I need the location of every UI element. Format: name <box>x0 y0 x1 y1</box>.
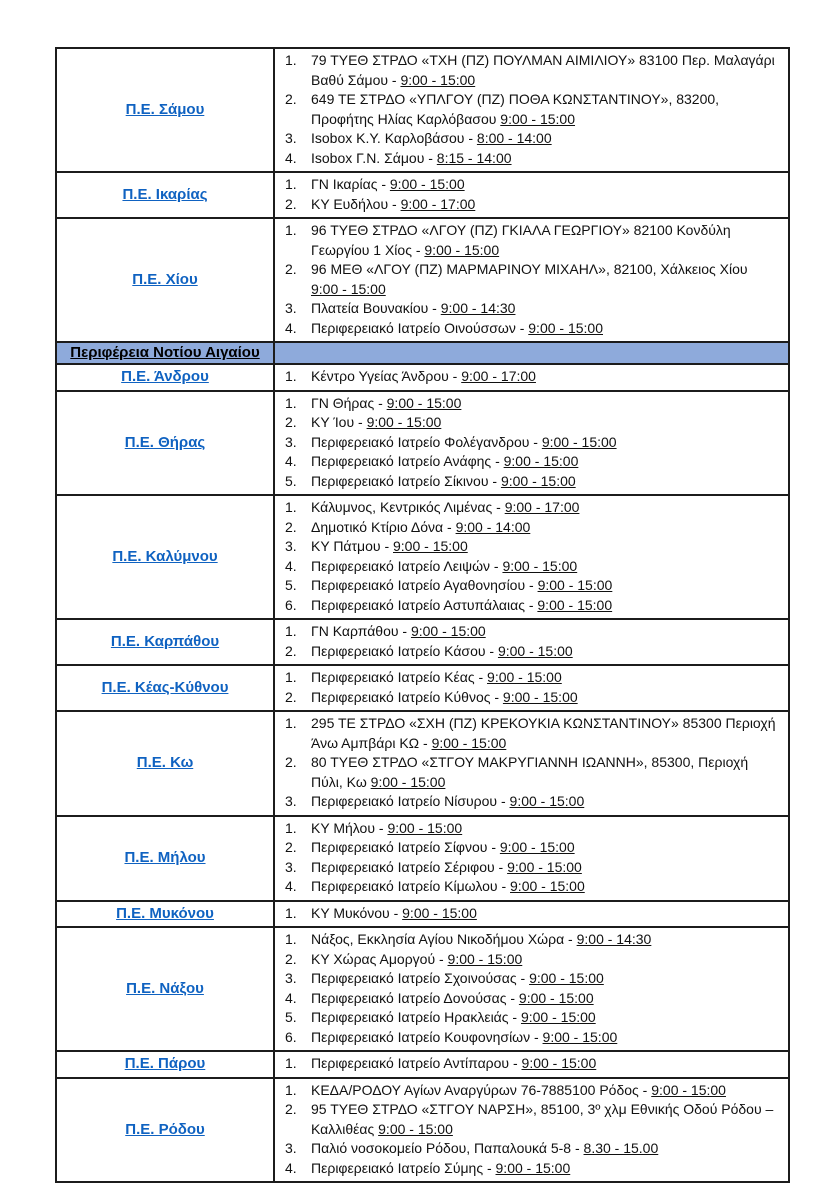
schedule-item <box>285 930 780 950</box>
item-text <box>311 969 780 989</box>
region-cell <box>56 1078 274 1183</box>
region-link[interactable]: Π.Ε. Νάξου <box>126 980 204 997</box>
hours-range: 9:00 - 14:30 <box>440 300 516 316</box>
item-number: 3. <box>285 130 297 146</box>
item-number: 3. <box>285 793 297 809</box>
hours-range: 9:00 - 15:00 <box>447 950 523 967</box>
item-number: 4. <box>285 989 297 1006</box>
item-number: 2. <box>285 839 297 855</box>
schedule-item <box>285 753 780 792</box>
schedule-item <box>285 537 780 557</box>
item-number: 1. <box>285 499 297 515</box>
location-name: Περιφερειακό Ιατρείο Αντίπαρου - <box>311 1055 522 1071</box>
schedule-item <box>285 518 780 538</box>
locations-cell <box>274 218 789 342</box>
location-name: Περιφερειακό Ιατρείο Νίσυρου - <box>311 793 510 809</box>
locations-cell <box>274 391 789 496</box>
item-text <box>311 792 780 812</box>
location-name: Παλιό νοσοκομείο Ρόδου, Παπαλουκά 5-8 - <box>311 1140 584 1156</box>
item-number: 6. <box>285 1028 297 1045</box>
schedule-item <box>285 819 780 839</box>
location-name: ΚΥ Ευδήλου - <box>311 195 401 212</box>
region-cell <box>56 495 274 619</box>
item-text <box>311 904 780 924</box>
hours-range: 9:00 - 15:00 <box>521 1055 597 1071</box>
hours-range: 9:00 - 15:00 <box>487 669 562 685</box>
schedule-item <box>285 714 780 753</box>
locations-cell <box>274 711 789 816</box>
schedule-item <box>285 668 780 688</box>
item-number: 4. <box>285 453 297 469</box>
locations-cell <box>274 48 789 172</box>
schedule-item <box>285 149 780 169</box>
region-link[interactable]: Π.Ε. Ρόδου <box>125 1120 205 1138</box>
item-text <box>311 537 780 557</box>
location-name: Περιφερειακό Ιατρείο Φολέγανδρου - <box>311 433 542 450</box>
hours-range: 9:00 - 15:00 <box>502 688 578 705</box>
item-text <box>311 1028 780 1048</box>
item-text <box>311 819 780 839</box>
region-cell <box>56 391 274 496</box>
region-row <box>56 901 789 928</box>
item-text <box>311 989 780 1009</box>
schedule-item <box>285 642 780 662</box>
hours-range: 9:00 - 14:00 <box>455 518 531 535</box>
schedule-item <box>285 792 780 812</box>
item-number: 2. <box>285 688 297 705</box>
location-name: ΚΥ Μυκόνου - <box>311 904 403 921</box>
item-number: 2. <box>285 754 297 770</box>
item-number: 1. <box>285 931 297 947</box>
location-name: Περιφερειακό Ιατρείο Σίκινου - <box>311 472 501 489</box>
item-text <box>311 149 780 169</box>
hours-range: 9:00 - 15:00 <box>500 472 576 489</box>
item-text <box>311 367 780 387</box>
hours-range: 9:00 - 15:00 <box>542 1028 618 1045</box>
location-name: Πλατεία Βουνακίου - <box>311 300 441 316</box>
item-number: 1. <box>285 222 297 238</box>
schedule-item <box>285 367 780 387</box>
item-number: 2. <box>285 91 297 107</box>
location-name: Περιφερειακό Ιατρείο Κάσου - <box>311 642 498 659</box>
schedule-item <box>285 688 780 708</box>
region-link[interactable]: Π.Ε. Μυκόνου <box>116 904 214 922</box>
item-text <box>311 668 780 688</box>
item-number: 6. <box>285 596 297 613</box>
hours-range: 9:00 - 15:00 <box>503 453 579 469</box>
item-number: 2. <box>285 518 297 535</box>
item-number: 1. <box>285 819 297 836</box>
item-number: 1. <box>285 52 297 68</box>
item-number: 4. <box>285 557 297 574</box>
hours-range: 9:00 - 15:00 <box>507 858 582 875</box>
item-number: 5. <box>285 472 297 489</box>
schedule-item <box>285 260 780 299</box>
item-text <box>311 498 780 518</box>
item-text <box>311 557 780 577</box>
hours-range: 9:00 - 15:00 <box>537 596 613 613</box>
location-name: Περιφερειακό Ιατρείο Οινούσσων - <box>311 319 529 336</box>
item-number: 2. <box>285 414 297 430</box>
region-row <box>56 665 789 711</box>
item-text <box>311 413 780 433</box>
region-row <box>56 1051 789 1078</box>
region-cell <box>56 816 274 901</box>
item-number: 2. <box>285 195 297 212</box>
location-name: Περιφερειακό Ιατρείο Σύμης - <box>311 1159 496 1176</box>
schedule-item <box>285 596 780 616</box>
item-number: 4. <box>285 1159 297 1176</box>
hours-range: 9:00 - 17:00 <box>400 195 476 212</box>
schedule-item <box>285 221 780 260</box>
region-cell <box>56 619 274 665</box>
region-cell <box>56 364 274 391</box>
locations-cell <box>274 665 789 711</box>
hours-range: 9:00 - 15:00 <box>528 319 603 336</box>
schedule-item <box>285 877 780 897</box>
schedule-item <box>285 1100 780 1139</box>
schedule-item <box>285 433 780 453</box>
locations-cell <box>274 816 789 901</box>
item-number: 4. <box>285 319 297 336</box>
schedule-item <box>285 299 780 319</box>
location-name: ΚΕΔΑ/ΡΟΔΟΥ Αγίων Αναργύρων 76-7885100 Ρόδος - <box>311 1081 652 1098</box>
schedule-item <box>285 1081 780 1101</box>
hours-range: 9:00 - 14:30 <box>576 931 652 947</box>
hours-range: 9:00 - 15:00 <box>520 1009 596 1025</box>
schedule-item <box>285 195 780 215</box>
schedule-item <box>285 858 780 878</box>
hours-range: 9:00 - 15:00 <box>410 623 486 639</box>
location-name: 80 ΤΥΕΘ ΣΤΡΔΟ «ΣΤΓΟΥ ΜΑΚΡΥΓΙΑΝΝΗ ΙΩΑΝΝΗ», 85300, Περιοχή Πύλι, Κω <box>311 754 749 790</box>
region-link[interactable]: Π.Ε. Καρπάθου <box>110 633 220 650</box>
schedule-item <box>285 319 780 339</box>
hours-range: 9:00 - 15:00 <box>537 577 613 593</box>
item-number: 2. <box>285 950 297 967</box>
location-name: ΓΝ Καρπάθου - <box>311 623 411 639</box>
schedule-item <box>285 622 780 642</box>
location-name: Περιφερειακό Ιατρείο Κέας - <box>311 669 488 685</box>
item-text <box>311 1008 780 1028</box>
item-number: 4. <box>285 878 297 894</box>
location-name: 79 ΤΥΕΘ ΣΤΡΔΟ «ΤΧΗ (ΠΖ) ΠΟΥΛΜΑΝ ΑΙΜΙΛΙΟΥ» 83100 Περ. Μαλαγάρι Βαθύ Σάμου - <box>311 52 775 88</box>
location-name: ΚΥ Πάτμου - <box>311 538 393 554</box>
location-name: 295 ΤΕ ΣΤΡΔΟ «ΣΧΗ (ΠΖ) ΚΡΕΚΟΥΚΙΑ ΚΩΝΣΤΑΝΤΙΝΟΥ» 85300 Περιοχή Άνω Αμπβάρι ΚΩ - <box>311 715 776 751</box>
location-name: ΚΥ Μήλου - <box>311 819 388 836</box>
schedule-item <box>285 950 780 970</box>
item-text <box>311 433 780 453</box>
location-name: Isobox Κ.Υ. Καρλοβάσου - <box>311 130 477 146</box>
region-cell <box>56 172 274 218</box>
item-text <box>311 576 780 596</box>
item-number: 2. <box>285 1101 297 1117</box>
section-header-row <box>56 342 789 364</box>
location-name: 95 ΤΥΕΘ ΣΤΡΔΟ «ΣΤΓΟΥ ΝΑΡΣΗ», 85100, 3º χλμ Εθνικής Οδού Ρόδου – Καλλιθέας <box>311 1101 774 1137</box>
item-number: 1. <box>285 1055 297 1071</box>
item-text <box>311 518 780 538</box>
item-number: 3. <box>285 970 297 986</box>
item-text <box>311 930 780 950</box>
hours-range: 9:00 - 15:00 <box>651 1081 726 1098</box>
region-row <box>56 172 789 218</box>
hours-range: 8:15 - 14:00 <box>436 149 512 166</box>
item-number: 3. <box>285 1140 297 1156</box>
region-cell <box>56 665 274 711</box>
section-header-label: Περιφέρεια Νοτίου Αιγαίου <box>70 344 260 361</box>
locations-cell <box>274 364 789 391</box>
item-text <box>311 1139 780 1159</box>
item-number: 1. <box>285 368 297 384</box>
hours-range: 9:00 - 15:00 <box>389 176 465 192</box>
item-text <box>311 472 780 492</box>
section-header-cell <box>56 342 274 364</box>
item-number: 3. <box>285 858 297 875</box>
item-text <box>311 688 780 708</box>
schedule-item <box>285 51 780 90</box>
location-name: Isobox Γ.Ν. Σάμου - <box>311 149 437 166</box>
item-text <box>311 90 780 129</box>
item-number: 5. <box>285 577 297 593</box>
hours-range: 9:00 - 15:00 <box>502 557 578 574</box>
schedule-item <box>285 452 780 472</box>
item-number: 1. <box>285 623 297 639</box>
item-number: 2. <box>285 642 297 659</box>
item-number: 2. <box>285 261 297 277</box>
item-text <box>311 319 780 339</box>
hours-range: 9:00 - 15:00 <box>386 394 462 411</box>
hours-range: 9:00 - 15:00 <box>387 819 463 836</box>
region-row <box>56 816 789 901</box>
schedule-item <box>285 1054 780 1074</box>
region-link[interactable]: Π.Ε. Καλύμνου <box>112 548 218 565</box>
hours-range: 9:00 - 15:00 <box>541 433 617 450</box>
item-text <box>311 622 780 642</box>
locations-cell <box>274 172 789 218</box>
region-link[interactable]: Π.Ε. Άνδρου <box>121 368 209 386</box>
location-name: Δημοτικό Κτίριο Δόνα - <box>311 518 456 535</box>
region-row <box>56 927 789 1051</box>
schedule-item <box>285 413 780 433</box>
item-number: 3. <box>285 433 297 450</box>
region-row <box>56 48 789 172</box>
item-text <box>311 221 780 260</box>
location-name: Περιφερειακό Ιατρείο Κουφονησίων - <box>311 1028 543 1045</box>
region-cell <box>56 927 274 1051</box>
item-number: 3. <box>285 300 297 316</box>
region-row <box>56 711 789 816</box>
hours-range: 9:00 - 15:00 <box>424 241 500 258</box>
location-name: Περιφερειακό Ιατρείο Σίφνου - <box>311 839 500 855</box>
locations-cell <box>274 495 789 619</box>
region-link[interactable]: Π.Ε. Θήρας <box>124 433 206 451</box>
item-text <box>311 950 780 970</box>
item-number: 1. <box>285 669 297 685</box>
section-header-cell-right <box>274 342 789 364</box>
region-row <box>56 391 789 496</box>
schedule-item <box>285 838 780 858</box>
item-text <box>311 838 780 858</box>
locations-cell <box>274 1051 789 1078</box>
item-text <box>311 129 780 149</box>
schedule-item <box>285 969 780 989</box>
hours-range: 9:00 - 15:00 <box>400 71 476 88</box>
schedule-item <box>285 498 780 518</box>
schedule-item <box>285 1028 780 1048</box>
item-text <box>311 858 780 878</box>
regions-schedule-table <box>55 47 790 1183</box>
location-name: Κέντρο Υγείας Άνδρου - <box>311 368 462 384</box>
region-link[interactable]: Π.Ε. Μήλου <box>124 849 206 866</box>
schedule-item <box>285 904 780 924</box>
hours-range: 9:00 - 17:00 <box>461 368 536 384</box>
item-number: 1. <box>285 715 297 731</box>
region-link[interactable]: Π.Ε. Σάμου <box>125 101 205 118</box>
schedule-item <box>285 989 780 1009</box>
location-name: Περιφερειακό Ιατρείο Κίμωλου - <box>311 878 511 894</box>
hours-range: 8.30 - 15.00 <box>583 1140 659 1156</box>
hours-range: 9:00 - 15:00 <box>529 970 604 986</box>
location-name: Περιφερειακό Ιατρείο Αστυπάλαιας - <box>311 596 538 613</box>
location-name: Περιφερειακό Ιατρείο Λειψών - <box>311 557 503 574</box>
location-name: 96 ΤΥΕΘ ΣΤΡΔΟ «ΛΓΟΥ (ΠΖ) ΓΚΙΑΛΑ ΓΕΩΡΓΙΟΥ» 82100 Κονδύλη Γεωργίου 1 Χίος - <box>311 222 731 258</box>
hours-range: 9:00 - 15:00 <box>311 280 386 297</box>
location-name: Περιφερειακό Ιατρείο Ηρακλειάς - <box>311 1009 521 1025</box>
item-text <box>311 1081 780 1101</box>
location-name: Περιφερειακό Ιατρείο Σχοινούσας - <box>311 970 530 986</box>
item-text <box>311 1159 780 1179</box>
hours-range: 9:00 - 17:00 <box>504 499 580 515</box>
hours-range: 9:00 - 15:00 <box>431 734 507 751</box>
hours-range: 9:00 - 15:00 <box>393 538 468 554</box>
schedule-item <box>285 1139 780 1159</box>
region-link[interactable]: Π.Ε. Κω <box>136 754 194 772</box>
item-number: 5. <box>285 1009 297 1025</box>
schedule-item <box>285 576 780 596</box>
hours-range: 9:00 - 15:00 <box>510 878 585 894</box>
region-row <box>56 364 789 391</box>
item-text <box>311 51 780 90</box>
item-text <box>311 877 780 897</box>
region-row <box>56 1078 789 1183</box>
location-name: Περιφερειακό Ιατρείο Σέριφου - <box>311 858 508 875</box>
hours-range: 9:00 - 15:00 <box>366 414 442 430</box>
item-number: 1. <box>285 394 297 411</box>
location-name: Περιφερειακό Ιατρείο Δονούσας - <box>311 989 519 1006</box>
hours-range: 9:00 - 15:00 <box>495 1159 571 1176</box>
item-number: 1. <box>285 176 297 192</box>
item-text <box>311 260 780 299</box>
region-row <box>56 218 789 342</box>
item-number: 1. <box>285 904 297 921</box>
hours-range: 9:00 - 15:00 <box>497 642 573 659</box>
location-name: 649 ΤΕ ΣΤΡΔΟ «ΥΠΛΓΟΥ (ΠΖ) ΠΟΘΑ ΚΩΝΣΤΑΝΤΙΝΟΥ», 83200, Προφήτης Ηλίας Καρλόβασου <box>311 91 720 127</box>
location-name: Κάλυμνος, Κεντρικός Λιμένας - <box>311 499 505 515</box>
item-text <box>311 299 780 319</box>
region-cell <box>56 1051 274 1078</box>
hours-range: 8:00 - 14:00 <box>476 130 552 146</box>
schedule-item <box>285 129 780 149</box>
hours-range: 9:00 - 15:00 <box>402 904 477 921</box>
hours-range: 9:00 - 15:00 <box>518 989 594 1006</box>
location-name: Περιφερειακό Ιατρείο Κύθνος - <box>311 688 503 705</box>
schedule-item <box>285 394 780 414</box>
item-number: 3. <box>285 538 297 554</box>
item-text <box>311 195 780 215</box>
schedule-item <box>285 557 780 577</box>
hours-range: 9:00 - 15:00 <box>370 773 446 790</box>
region-cell <box>56 901 274 928</box>
region-cell <box>56 711 274 816</box>
region-link[interactable]: Π.Ε. Χίου <box>132 271 198 288</box>
schedule-item <box>285 175 780 195</box>
locations-cell <box>274 619 789 665</box>
regions-schedule-table-body <box>56 48 789 1182</box>
item-text <box>311 1054 780 1074</box>
region-row <box>56 495 789 619</box>
hours-range: 9:00 - 15:00 <box>509 793 585 809</box>
location-name: ΚΥ Ίου - <box>311 414 367 430</box>
schedule-item <box>285 1159 780 1179</box>
hours-range: 9:00 - 15:00 <box>378 1120 453 1137</box>
item-text <box>311 753 780 792</box>
item-text <box>311 596 780 616</box>
region-link[interactable]: Π.Ε. Πάρου <box>124 1055 206 1073</box>
region-cell <box>56 48 274 172</box>
location-name: ΓΝ Θήρας - <box>311 394 387 411</box>
region-link[interactable]: Π.Ε. Κέας-Κύθνου <box>101 679 229 696</box>
region-link[interactable]: Π.Ε. Ικαρίας <box>122 186 208 203</box>
location-name: ΚΥ Χώρας Αμοργού - <box>311 950 448 967</box>
locations-cell <box>274 927 789 1051</box>
location-name: Περιφερειακό Ιατρείο Ανάφης - <box>311 453 504 469</box>
location-name: Περιφερειακό Ιατρείο Αγαθονησίου - <box>311 577 538 593</box>
location-name: ΓΝ Ικαρίας - <box>311 176 390 192</box>
locations-cell <box>274 1078 789 1183</box>
schedule-item <box>285 1008 780 1028</box>
schedule-item <box>285 90 780 129</box>
region-row <box>56 619 789 665</box>
region-cell <box>56 218 274 342</box>
item-text <box>311 452 780 472</box>
item-text <box>311 1100 780 1139</box>
location-name: 96 ΜΕΘ «ΛΓΟΥ (ΠΖ) ΜΑΡΜΑΡΙΝΟΥ ΜΙΧΑΗΛ», 82100, Χάλκειος Χίου <box>311 261 748 277</box>
item-text <box>311 175 780 195</box>
location-name: Νάξος, Εκκλησία Αγίου Νικοδήμου Χώρα - <box>311 931 577 947</box>
item-number: 4. <box>285 149 297 166</box>
item-text <box>311 642 780 662</box>
item-text <box>311 714 780 753</box>
item-text <box>311 394 780 414</box>
schedule-item <box>285 472 780 492</box>
hours-range: 9:00 - 15:00 <box>500 110 576 127</box>
hours-range: 9:00 - 15:00 <box>499 839 575 855</box>
locations-cell <box>274 901 789 928</box>
item-number: 1. <box>285 1081 297 1098</box>
